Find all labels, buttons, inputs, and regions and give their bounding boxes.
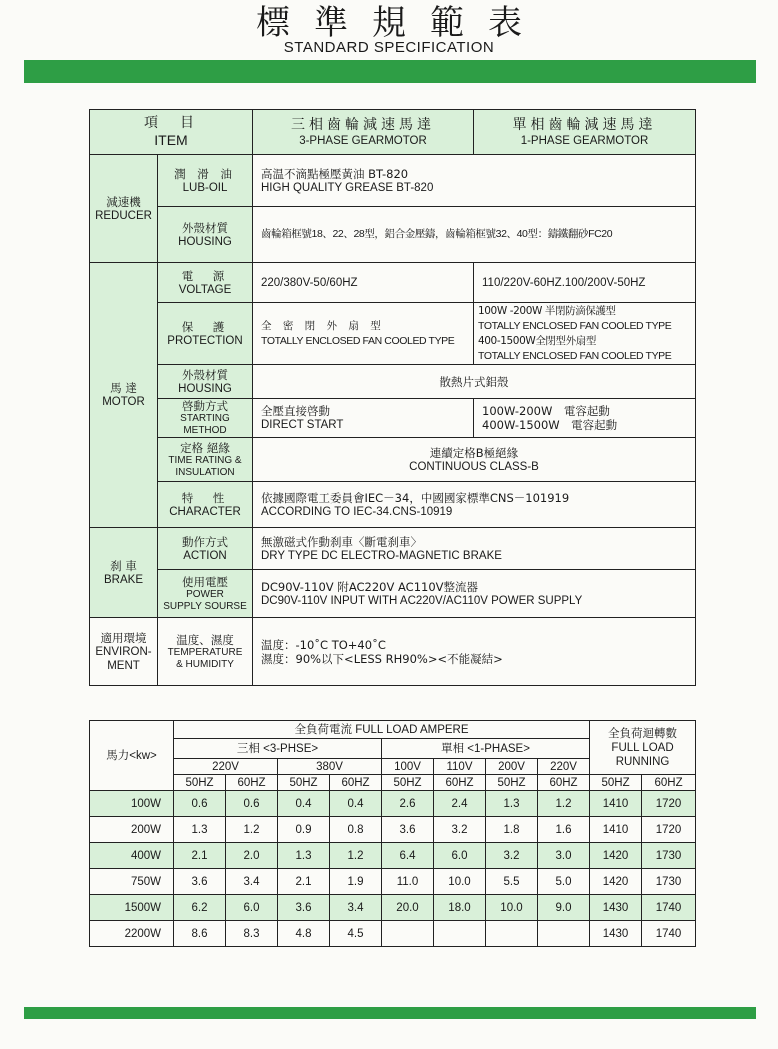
ampere-cell: 2.1 bbox=[278, 869, 330, 895]
frequency-header: 60HZ bbox=[642, 775, 696, 791]
frequency-header: 60HZ bbox=[226, 775, 278, 791]
power-supply-value: DC90V-110V 附AC220V AC110V整流器 DC90V-110V INPUT WITH AC220V/AC110V POWER SUPPLY bbox=[253, 570, 696, 618]
ampere-cell: 2.1 bbox=[174, 843, 226, 869]
power-supply-label: 使用電壓 POWER SUPPLY SOURSE bbox=[158, 570, 253, 618]
three-phase-group-header: 三相 <3-PHSE> bbox=[174, 739, 382, 759]
table-row bbox=[90, 791, 696, 817]
ampere-cell: 3.2 bbox=[434, 817, 486, 843]
ampere-cell: 1.2 bbox=[330, 843, 382, 869]
environment-category: 適用環境 ENVIRON- MENT bbox=[90, 618, 158, 686]
rpm-cell: 1720 bbox=[642, 817, 696, 843]
ampere-cell: 6.0 bbox=[434, 843, 486, 869]
table-row bbox=[90, 895, 696, 921]
ampere-cell: 3.6 bbox=[278, 895, 330, 921]
voltage-header: 110V bbox=[434, 759, 486, 775]
ampere-cell: 8.6 bbox=[174, 921, 226, 947]
ampere-cell: 18.0 bbox=[434, 895, 486, 921]
specification-table bbox=[89, 109, 696, 686]
starting-method-label: 啓動方式 STARTING METHOD bbox=[158, 399, 253, 438]
character-value: 依據國際電工委員會IEC－34，中國國家標準CNS－101919 ACCORDING TO IEC-34.CNS-10919 bbox=[253, 482, 696, 528]
voltage-header: 100V bbox=[382, 759, 434, 775]
ampere-cell: 11.0 bbox=[382, 869, 434, 895]
power-cell: 100W bbox=[90, 791, 174, 817]
ampere-cell: 0.6 bbox=[226, 791, 278, 817]
ampere-cell bbox=[538, 921, 590, 947]
rpm-cell: 1720 bbox=[642, 791, 696, 817]
ampere-cell: 3.6 bbox=[382, 817, 434, 843]
frequency-header: 50HZ bbox=[590, 775, 642, 791]
ampere-cell: 1.3 bbox=[486, 791, 538, 817]
single-phase-header: 單相齒輪減速馬達 1-PHASE GEARMOTOR bbox=[474, 110, 696, 155]
motor-housing-value: 散熱片式鋁殼 bbox=[253, 365, 696, 399]
ampere-cell: 1.2 bbox=[538, 791, 590, 817]
ampere-cell: 5.0 bbox=[538, 869, 590, 895]
voltage-label: 電 源 VOLTAGE bbox=[158, 263, 253, 303]
ampere-cell bbox=[382, 921, 434, 947]
full-load-ampere-header: 全負荷電流 FULL LOAD AMPERE bbox=[174, 721, 590, 739]
frequency-header: 50HZ bbox=[174, 775, 226, 791]
frequency-header: 60HZ bbox=[538, 775, 590, 791]
frequency-header: 50HZ bbox=[278, 775, 330, 791]
ampere-cell: 3.6 bbox=[174, 869, 226, 895]
ampere-cell: 9.0 bbox=[538, 895, 590, 921]
ampere-cell: 10.0 bbox=[434, 869, 486, 895]
frequency-header: 50HZ bbox=[382, 775, 434, 791]
rpm-cell: 1420 bbox=[590, 869, 642, 895]
protection-three-phase: 全 密 閉 外 扇 型 TOTALLY ENCLOSED FAN COOLED TYPE bbox=[253, 303, 474, 365]
frequency-header: 50HZ bbox=[486, 775, 538, 791]
action-value: 無激磁式作動刹車〈斷電刹車〉 DRY TYPE DC ELECTRO-MAGNETIC BRAKE bbox=[253, 528, 696, 570]
motor-housing-label: 外殼材質 HOUSING bbox=[158, 365, 253, 399]
page-subtitle: STANDARD SPECIFICATION bbox=[283, 39, 495, 56]
top-green-band bbox=[24, 60, 756, 83]
table-row bbox=[90, 817, 696, 843]
voltage-header: 220V bbox=[538, 759, 590, 775]
ampere-cell: 2.6 bbox=[382, 791, 434, 817]
protection-single-phase: 100W -200W 半閉防滴保護型 TOTALLY ENCLOSED FAN COOLED TYPE 400-1500W全閉型外扇型 TOTALLY ENCLOSED FAN COOLED TYPE bbox=[474, 303, 696, 365]
motor-category: 馬 達 MOTOR bbox=[90, 263, 158, 528]
power-cell: 200W bbox=[90, 817, 174, 843]
ampere-cell: 2.4 bbox=[434, 791, 486, 817]
ampere-cell: 5.5 bbox=[486, 869, 538, 895]
ampere-cell: 8.3 bbox=[226, 921, 278, 947]
power-cell: 400W bbox=[90, 843, 174, 869]
voltage-three-phase: 220/380V-50/60HZ bbox=[253, 263, 474, 303]
ampere-cell: 1.6 bbox=[538, 817, 590, 843]
voltage-header: 200V bbox=[486, 759, 538, 775]
full-load-ampere-table bbox=[89, 720, 696, 947]
bottom-green-band bbox=[24, 1007, 756, 1019]
ampere-cell bbox=[434, 921, 486, 947]
ampere-cell: 3.0 bbox=[538, 843, 590, 869]
action-label: 動作方式 ACTION bbox=[158, 528, 253, 570]
rpm-cell: 1430 bbox=[590, 921, 642, 947]
voltage-header: 220V bbox=[174, 759, 278, 775]
rpm-cell: 1420 bbox=[590, 843, 642, 869]
rpm-cell: 1740 bbox=[642, 921, 696, 947]
table-row bbox=[90, 869, 696, 895]
ampere-cell: 1.3 bbox=[278, 843, 330, 869]
reducer-housing-value: 齒輪箱框號18、22、28型，鋁合金壓鑄，齒輪箱框號32、40型：鑄鐵翻砂FC20 bbox=[253, 207, 696, 263]
rpm-cell: 1430 bbox=[590, 895, 642, 921]
rpm-cell: 1730 bbox=[642, 869, 696, 895]
temperature-humidity-value: 温度：-10˚C TO+40˚C 濕度：90%以下<LESS RH90%><不能凝結> bbox=[253, 618, 696, 686]
rpm-cell: 1410 bbox=[590, 791, 642, 817]
ampere-cell bbox=[486, 921, 538, 947]
reducer-category: 減速機 REDUCER bbox=[90, 155, 158, 263]
time-rating-value: 連續定格B極絕緣 CONTINUOUS CLASS-B bbox=[253, 438, 696, 482]
ampere-cell: 20.0 bbox=[382, 895, 434, 921]
ampere-cell: 0.9 bbox=[278, 817, 330, 843]
table-row bbox=[90, 921, 696, 947]
table-row bbox=[90, 843, 696, 869]
ampere-cell: 0.4 bbox=[278, 791, 330, 817]
ampere-cell: 4.8 bbox=[278, 921, 330, 947]
ampere-cell: 1.2 bbox=[226, 817, 278, 843]
starting-single-phase: 100W-200W 電容起動 400W-1500W 電容起動 bbox=[474, 399, 696, 438]
lub-oil-label: 潤 滑 油 LUB-OIL bbox=[158, 155, 253, 207]
three-phase-header: 三相齒輪減速馬達 3-PHASE GEARMOTOR bbox=[253, 110, 474, 155]
ampere-cell: 1.3 bbox=[174, 817, 226, 843]
ampere-cell: 1.9 bbox=[330, 869, 382, 895]
lub-oil-value: 高温不滴點極壓黃油 BT-820 HIGH QUALITY GREASE BT-820 bbox=[253, 155, 696, 207]
power-cell: 2200W bbox=[90, 921, 174, 947]
voltage-single-phase: 110/220V-60HZ.100/200V-50HZ bbox=[474, 263, 696, 303]
voltage-header: 380V bbox=[278, 759, 382, 775]
rpm-cell: 1740 bbox=[642, 895, 696, 921]
rpm-cell: 1730 bbox=[642, 843, 696, 869]
character-label: 特 性 CHARACTER bbox=[158, 482, 253, 528]
power-cell: 1500W bbox=[90, 895, 174, 921]
power-kw-header: 馬力<kw> bbox=[90, 721, 174, 791]
time-rating-label: 定格 絕緣 TIME RATING & INSULATION bbox=[158, 438, 253, 482]
ampere-cell: 10.0 bbox=[486, 895, 538, 921]
ampere-cell: 1.8 bbox=[486, 817, 538, 843]
rpm-cell: 1410 bbox=[590, 817, 642, 843]
single-phase-group-header: 單相 <1-PHASE> bbox=[382, 739, 590, 759]
ampere-cell: 6.0 bbox=[226, 895, 278, 921]
starting-three-phase: 全壓直接啓動 DIRECT START bbox=[253, 399, 474, 438]
reducer-housing-label: 外殼材質 HOUSING bbox=[158, 207, 253, 263]
ampere-cell: 3.2 bbox=[486, 843, 538, 869]
ampere-cell: 6.2 bbox=[174, 895, 226, 921]
ampere-cell: 3.4 bbox=[330, 895, 382, 921]
frequency-header: 60HZ bbox=[330, 775, 382, 791]
ampere-cell: 0.6 bbox=[174, 791, 226, 817]
ampere-cell: 2.0 bbox=[226, 843, 278, 869]
ampere-cell: 4.5 bbox=[330, 921, 382, 947]
protection-label: 保 護 PROTECTION bbox=[158, 303, 253, 365]
ampere-cell: 6.4 bbox=[382, 843, 434, 869]
ampere-cell: 0.8 bbox=[330, 817, 382, 843]
item-header: 項 目 ITEM bbox=[90, 110, 253, 155]
page-title: 標準規範表 bbox=[256, 3, 546, 43]
temperature-humidity-label: 温度、濕度 TEMPERATURE & HUMIDITY bbox=[158, 618, 253, 686]
power-cell: 750W bbox=[90, 869, 174, 895]
ampere-cell: 3.4 bbox=[226, 869, 278, 895]
ampere-cell: 0.4 bbox=[330, 791, 382, 817]
full-load-running-header: 全負荷迴轉數 FULL LOAD RUNNING bbox=[590, 721, 696, 775]
brake-category: 刹 車 BRAKE bbox=[90, 528, 158, 618]
frequency-header: 60HZ bbox=[434, 775, 486, 791]
